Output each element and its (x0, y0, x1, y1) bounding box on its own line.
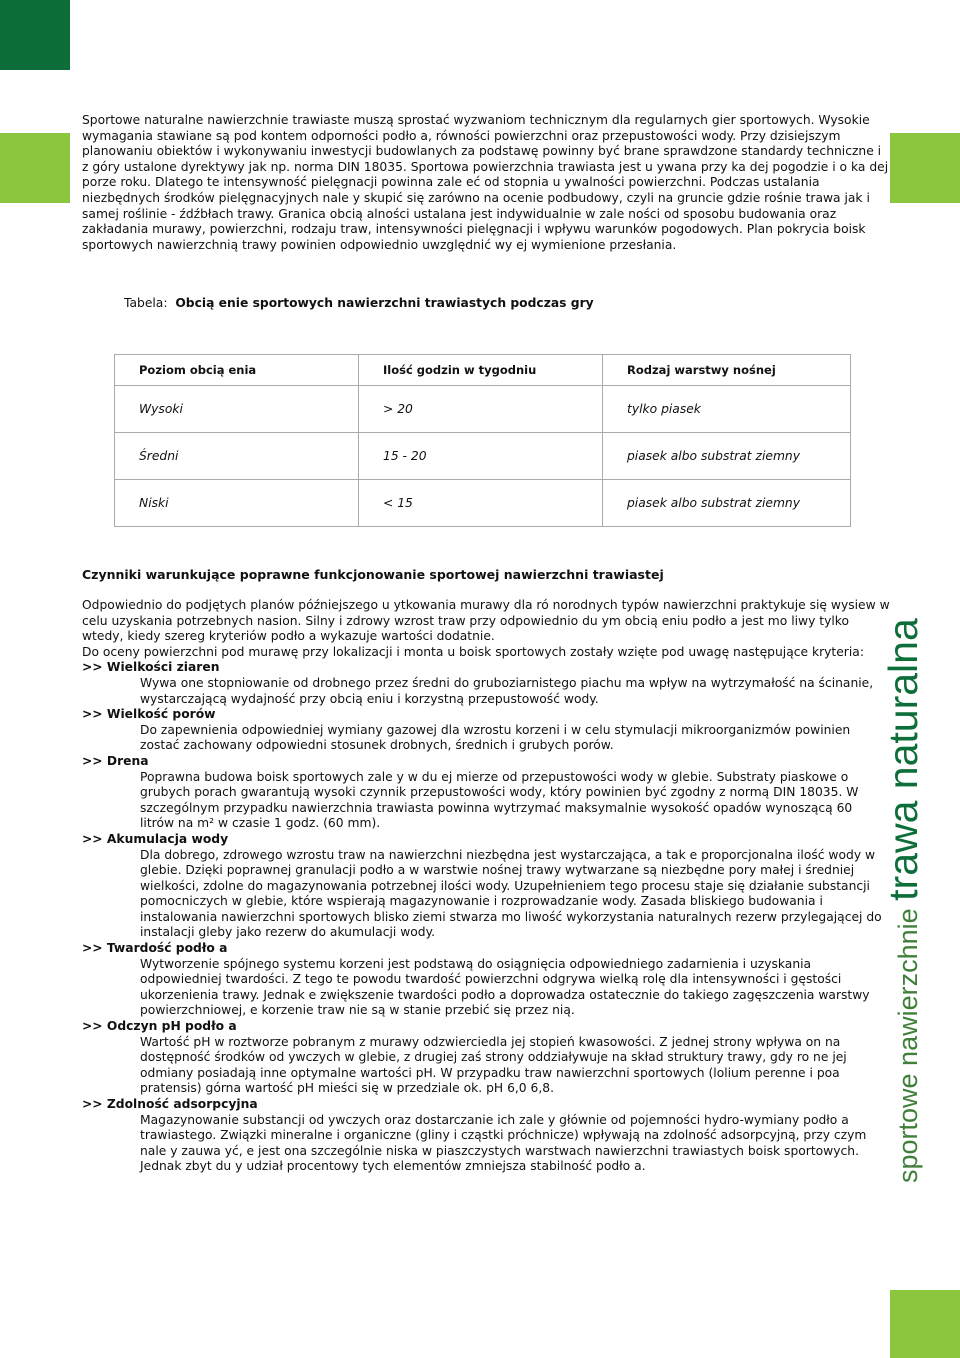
table-cell: tylko piasek (603, 386, 851, 433)
criterion-heading: >> Wielkość porów (82, 707, 216, 722)
criterion-heading: >> Wielkości ziaren (82, 660, 220, 675)
table-cell: piasek albo substrat ziemny (603, 480, 851, 527)
table-header: Ilość godzin w tygodniu (359, 355, 603, 386)
criterion-heading: >> Odczyn pH podło a (82, 1019, 237, 1034)
criterion-description: Dla dobrego, zdrowego wzrostu traw na nawierzchni niezbędna jest wystarczająca, a tak e proporcjonalna ilość wody w glebie. Dzięki poprawnej granulacji podło a w warstwie nośnej trawy wytwarzane są niezbędne pory małej i średniej wielkości, zdolne do magazynowania potrzebnej ilości wody. Uzupełnieniem tego procesu staje się działanie substancji pomocniczych w glebie, które wspierają magazynowanie i rozprowadzanie wody. Zasada bliskiego budowania i instalowania nawierzchni sportowych blisko ziemi stwarza mo liwość wykorzystania naturalnych rezerw przylegającej do instalacji gleby jako rezerw do akumulacji wody. (140, 847, 882, 940)
section-heading: Czynniki warunkujące poprawne funkcjonowanie sportowej nawierzchni trawiastej (82, 567, 664, 582)
section-paragraph-1: Odpowiednio do podjętych planów późniejszego u ytkowania murawy dla ró norodnych typów nawierzchni praktykuje się wysiew w celu uzyskania potrzebnych nasion. Silny i zdrowy wzrost traw przy odpowiednio du ym obcią eniu podło a jest mo liwy tylko wtedy, kiedy szereg kryteriów podło a wykazuje wartości dodatnie. (82, 598, 890, 644)
table-row (115, 433, 851, 480)
table-cell: Średni (115, 433, 359, 480)
table-header: Poziom obcią enia (115, 355, 359, 386)
dark-green-square (0, 0, 70, 70)
criterion-description: Magazynowanie substancji od ywczych oraz dostarczanie ich zale y głównie od pojemności hydro-wymiany podło a trawiastego. Związki mineralne i organiczne (gliny i cząstki próchnicze) wpływają na zdolność adsorpcyjną, przy czym nale y zauwa yć, e jest ona szczególnie niska w piaszczystych warstwach nawierzchni trawiastych boisk sportowych. Jednak zbyt du y udział procentowy tych elementów zmniejsza stabilność podło a. (140, 1112, 867, 1174)
criterion-description: Wywa one stopniowanie od drobnego przez średni do gruboziarnistego piachu ma wpływ na wytrzymałość na ścinanie, wystarczającą wydajność przy obcią eniu i korzystną przepustowość wody. (140, 675, 874, 706)
table-cell: piasek albo substrat ziemny (603, 433, 851, 480)
table-cell: > 20 (359, 386, 603, 433)
table-caption-title: Obcią enie sportowych nawierzchni trawiastych podczas gry (175, 296, 594, 310)
intro-paragraph: Sportowe naturalne nawierzchnie trawiaste muszą sprostać wyzwaniom technicznym dla regularnych gier sportowych. Wysokie wymagania stawiane są pod kontem odporności podło a, równości powierzchni oraz przepustowości wody. Przy dzisiejszym planowaniu obiektów i wykonywaniu inwestycji budowlanych za podstawę powinny być brane sprawdzone standardy techniczne i z góry ustalone dyrektywy jak np. norma DIN 18035. Sportowa powierzchnia trawiasta jest u ywana przy ka dej pogodzie i o ka dej porze roku. Dlatego te intensywność pielęgnacji powinna zale eć od stopnia u ywalności powierzchni. Podczas ustalania niezbędnych środków pielęgnacyjnych nale y skupić się zarówno na ocenie podbudowy, czyli na gruncie gdzie rośnie trawa jak i samej roślinie - źdźbłach trawy. Granica obcią alności ustalana jest indywidualnie w zale ności od sposobu budowania oraz zakładania murawy, powierzchni, rodzaju traw, intensywności pielęgnacji i wpływu warunków pogodowych. Plan pokrycia boisk sportowych nawierzchnią trawy powinien odpowiednio uwzględnić wy ej wymienione przesłania. (82, 113, 889, 252)
criterion-heading: >> Akumulacja wody (82, 831, 229, 846)
criterion-heading: >> Zdolność adsorpcyjna (82, 1097, 258, 1111)
criterion-heading: >> Drena (82, 753, 149, 768)
light-green-square-right (890, 133, 960, 203)
table-header: Rodzaj warstwy nośnej (603, 355, 851, 386)
light-green-square-bottom (890, 1290, 960, 1358)
table-caption (124, 296, 594, 310)
table-row (115, 386, 851, 433)
section-paragraph-2: Do oceny powierzchni pod murawę przy lokalizacji i monta u boisk sportowych zostały wzięte pod uwagę następujące kryteria: (82, 644, 864, 659)
table-row (115, 480, 851, 527)
criterion-description: Poprawna budowa boisk sportowych zale y w du ej mierze od przepustowości wody w glebie. Substraty piaskowe o grubych porach gwarantują wysoki czynnik przepustowości wody, który powinien być zgodny z normą DIN 18035. W szczególnym przypadku nawierzchnia trawiasta powinna wytrzymać maksymalnie wysokość opadów wynoszącą 60 litrów na m² w czasie 1 godz. (60 mm). (140, 769, 859, 831)
load-table (114, 354, 851, 527)
side-label-bold: trawa naturalna (880, 618, 926, 901)
table-cell: Niski (115, 480, 359, 527)
table-cell: Wysoki (115, 386, 359, 433)
criterion-description: Do zapewnienia odpowiedniej wymiany gazowej dla wzrostu korzeni i w celu stymulacji mikroorganizmów powinien zostać zachowany odpowiedni stosunek drobnych, średnich i grubych porów. (140, 722, 851, 753)
table-cell: 15 - 20 (359, 433, 603, 480)
side-label-light: sportowe nawierzchnie (893, 900, 923, 1183)
table-header-row (115, 355, 851, 386)
table-cell: < 15 (359, 480, 603, 527)
criterion-description: Wartość pH w roztworze pobranym z murawy odzwierciedla jej stopień kwasowości. Z jednej strony wpływa on na dostępność środków od ywczych w glebie, z drugiej zaś strony oddziaływuje na skład struktury trawy, gdy ro ne jej odmiany posiadają inne optymalne wartości pH. W przypadku traw nawierzchni sportowych (lolium perenne i poa pratensis) górna wartość pH mieści się w przedziale ok. pH 6,0 6,8. (140, 1034, 847, 1096)
criterion-heading: >> Twardość podło a (82, 941, 228, 956)
section-body (82, 598, 890, 1175)
light-green-square-left (0, 133, 70, 203)
table-caption-prefix: Tabela: (124, 296, 168, 310)
criterion-description: Wytworzenie spójnego systemu korzeni jest podstawą do osiągnięcia odpowiedniego zadarnienia i uzyskania odpowiedniej twardości. Z tego te powodu twardość powierzchni odgrywa wielką rolę dla intensywności i gęstości ukorzenienia trawy. Jednak e zwiększenie twardości podło a doprowadza ostatecznie do takiego zagęszczenia warstwy powierzchniowej, e korzenie traw nie są w stanie przebić się przez nią. (140, 956, 870, 1018)
